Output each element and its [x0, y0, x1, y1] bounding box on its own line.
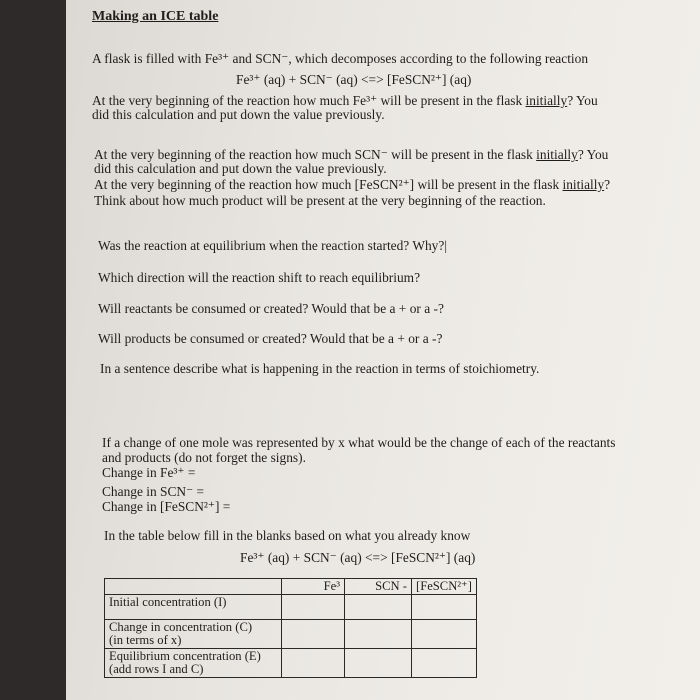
- change-fescn: Change in [FeSCN²⁺] =: [102, 499, 231, 514]
- change-instructions-line-2: and products (do not forget the signs).: [102, 450, 306, 465]
- table-row: [105, 649, 477, 678]
- table-cell-initial-fescn[interactable]: [412, 595, 477, 620]
- table-instructions: In the table below fill in the blanks based on what you already know: [104, 528, 471, 543]
- reaction-equation-2: Fe³⁺ (aq) + SCN⁻ (aq) <=> [FeSCN²⁺] (aq): [240, 550, 476, 565]
- table-row: [105, 595, 477, 620]
- question-reactants: Will reactants be consumed or created? Would that be a + or a -?: [98, 301, 444, 316]
- change-scn: Change in SCN⁻ =: [102, 484, 205, 499]
- table-cell-change-fe[interactable]: [282, 620, 345, 649]
- question-products: Will products be consumed or created? Would that be a + or a -?: [98, 331, 443, 346]
- table-header-fe: Fe³: [282, 579, 345, 595]
- reaction-equation-1: Fe³⁺ (aq) + SCN⁻ (aq) <=> [FeSCN²⁺] (aq): [236, 72, 472, 87]
- question-shift-direction: Which direction will the reaction shift to reach equilibrium?: [98, 270, 421, 285]
- table-cell-eq-fe[interactable]: [282, 649, 345, 678]
- table-row-label-change: Change in concentration (C) (in terms of x): [105, 620, 282, 649]
- table-header-fescn: [FeSCN²⁺]: [412, 579, 477, 595]
- question-scn-initial-line-2: did this calculation and put down the value previously.: [94, 161, 387, 176]
- table-row-label-equilibrium: Equilibrium concentration (E) (add rows I and C): [105, 649, 282, 678]
- table-header-row: [105, 579, 477, 595]
- intro-line-1: A flask is filled with Fe³⁺ and SCN⁻, which decomposes according to the following reaction: [92, 51, 589, 66]
- table-header-scn: SCN -: [345, 579, 412, 595]
- change-fe: Change in Fe³⁺ =: [102, 465, 196, 480]
- table-cell-initial-fe[interactable]: [282, 595, 345, 620]
- question-fescn-initial-line-2: Think about how much product will be present at the very beginning of the reaction.: [94, 193, 546, 208]
- change-instructions-line-1: If a change of one mole was represented by x what would be the change of each of the reactants: [102, 435, 616, 450]
- page-title: Making an ICE table: [92, 9, 219, 24]
- table-cell-change-fescn[interactable]: [412, 620, 477, 649]
- table-row-label-initial: Initial concentration (I): [105, 595, 282, 620]
- question-equilibrium: Was the reaction at equilibrium when the reaction started? Why?|: [98, 238, 448, 253]
- question-fe-initial-line-1: At the very beginning of the reaction how much Fe³⁺ will be present in the flask initially? You: [92, 93, 598, 108]
- table-header-empty: [105, 579, 282, 595]
- question-fescn-initial-line-1: At the very beginning of the reaction how much [FeSCN²⁺] will be present in the flask initially?: [94, 177, 611, 192]
- table-cell-eq-fescn[interactable]: [412, 649, 477, 678]
- table-cell-initial-scn[interactable]: [345, 595, 412, 620]
- question-fe-initial-line-2: did this calculation and put down the value previously.: [92, 107, 385, 122]
- table-cell-change-scn[interactable]: [345, 620, 412, 649]
- question-scn-initial-line-1: At the very beginning of the reaction how much SCN⁻ will be present in the flask initially? You: [94, 147, 609, 162]
- table-cell-eq-scn[interactable]: [345, 649, 412, 678]
- ice-table: [104, 578, 477, 678]
- table-row: [105, 620, 477, 649]
- question-stoichiometry: In a sentence describe what is happening in the reaction in terms of stoichiometry.: [100, 361, 540, 376]
